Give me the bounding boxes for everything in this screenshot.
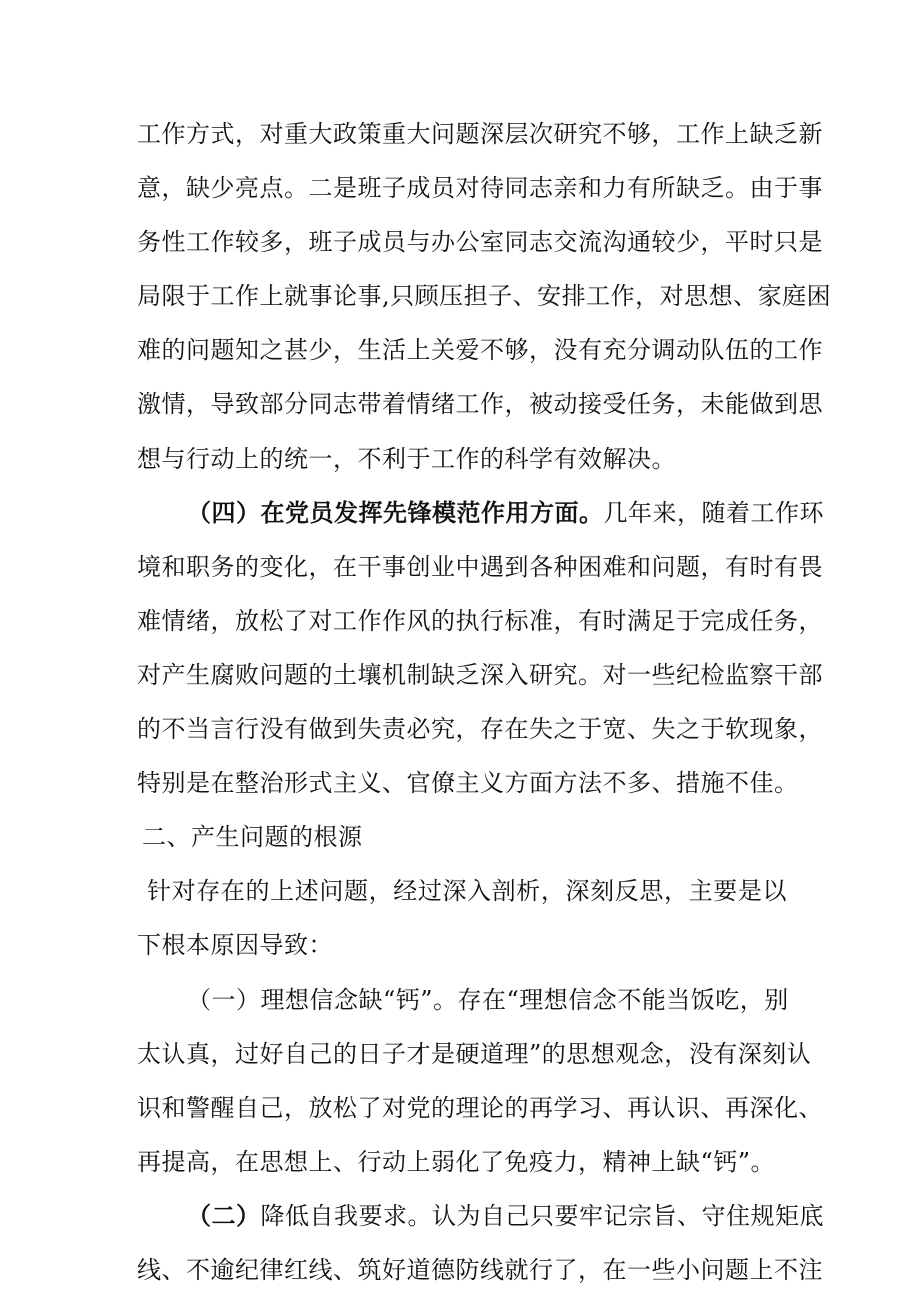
body-line: 对产生腐败问题的土壤机制缺乏深入研究。对一些纪检监察干部 [137, 660, 823, 689]
intro-line: 下根本原因导致： [137, 931, 333, 960]
section-heading: 二、产生问题的根源 [142, 823, 363, 852]
intro-line: 针对存在的上述问题，经过深入剖析，深刻反思，主要是以 [147, 877, 787, 906]
body-line: 难的问题知之甚少，生活上关爱不够，没有充分调动队伍的工作 [137, 336, 823, 365]
body-line: 激情，导致部分同志带着情绪工作，被动接受任务，未能做到思 [137, 390, 823, 419]
body-line: 局限于工作上就事论事,只顾压担子、安排工作，对思想、家庭困 [137, 282, 832, 311]
body-line: 工作方式，对重大政策重大问题深层次研究不够，工作上缺乏新 [137, 120, 823, 148]
item2-text: 降低自我要求。认为自己只要牢记宗旨、守住规矩底 [260, 1201, 824, 1230]
body-line: 意，缺少亮点。二是班子成员对待同志亲和力有所缺乏。由于事 [137, 174, 823, 203]
body-line: 识和警醒自己，放松了对党的理论的再学习、再认识、再深化、 [137, 1093, 823, 1122]
body-line: 想与行动上的统一，不利于工作的科学有效解决。 [137, 444, 676, 473]
item2-first-line [137, 1189, 824, 1243]
section4-text: 几年来，随着工作环 [603, 498, 824, 527]
item1-first-line: （一）理想信念缺“钙”。存在“理想信念不能当饭吃，别 [187, 985, 789, 1014]
document-page [137, 107, 832, 1297]
section4-title: （四）在党员发挥先锋模范作用方面。 [187, 497, 604, 527]
body-line: 务性工作较多，班子成员与办公室同志交流沟通较少，平时只是 [137, 228, 823, 257]
body-line: 太认真，过好自己的日子才是硬道理”的思想观念，没有深刻认 [137, 1039, 812, 1068]
section4-first-line [137, 486, 824, 540]
body-line: 境和职务的变化，在干事创业中遇到各种困难和问题，有时有畏 [137, 552, 823, 581]
body-line: 难情绪，放松了对工作作风的执行标准，有时满足于完成任务， [137, 606, 823, 635]
item2-title: （二） [187, 1200, 261, 1230]
body-line: 特别是在整治形式主义、官僚主义方面方法不多、措施不佳。 [137, 769, 799, 798]
body-line: 的不当言行没有做到失责必究，存在失之于宽、失之于软现象， [137, 715, 823, 744]
body-line: 再提高，在思想上、行动上弱化了免疫力，精神上缺“钙”。 [137, 1147, 776, 1176]
body-line: 线、不逾纪律红线、筑好道德防线就行了，在一些小问题上不注 [137, 1255, 823, 1284]
